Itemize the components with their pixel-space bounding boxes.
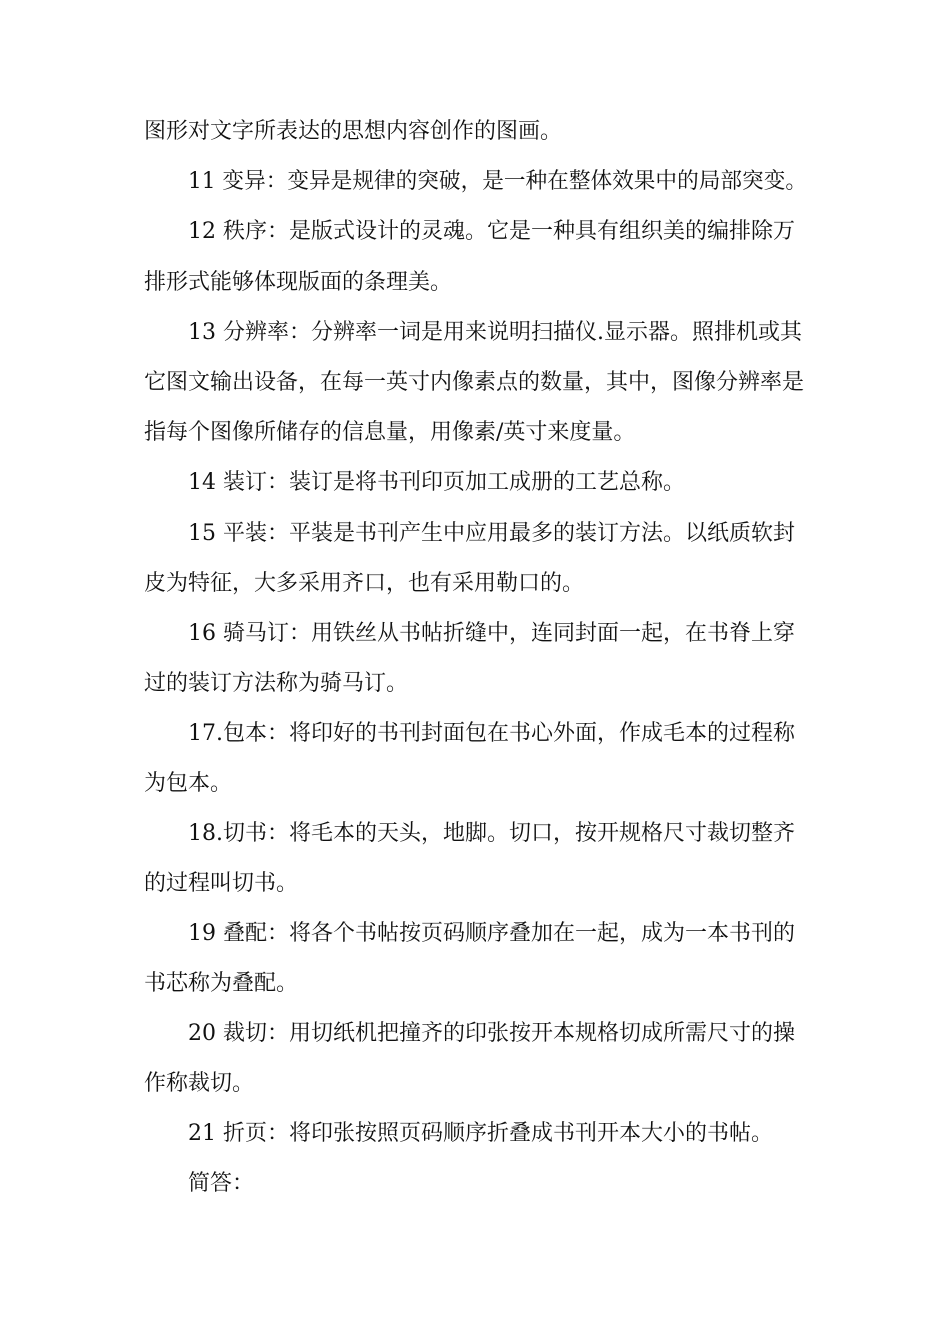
text-line: 19 叠配：将各个书帖按页码顺序叠加在一起，成为一本书刊的 xyxy=(188,921,795,946)
text-line: 作称裁切。 xyxy=(144,1071,255,1096)
text-line: 过的装订方法称为骑马订。 xyxy=(144,671,409,696)
text-line: 16 骑马订：用铁丝从书帖折缝中，连同封面一起，在书脊上穿 xyxy=(188,621,795,646)
text-line: 简答： xyxy=(188,1171,255,1196)
text-line: 13 分辨率：分辨率一词是用来说明扫描仪.显示器。照排机或其 xyxy=(188,320,802,345)
text-line: 21 折页：将印张按照页码顺序折叠成书刊开本大小的书帖。 xyxy=(188,1121,773,1146)
text-line: 为包本。 xyxy=(144,771,233,796)
text-line: 11 变异：变异是规律的突破，是一种在整体效果中的局部突变。 xyxy=(188,169,807,194)
text-line: 排形式能够体现版面的条理美。 xyxy=(144,270,453,295)
text-line: 20 裁切：用切纸机把撞齐的印张按开本规格切成所需尺寸的操 xyxy=(188,1021,795,1046)
text-line: 指每个图像所储存的信息量，用像素/英寸来度量。 xyxy=(144,420,636,445)
text-line: 书芯称为叠配。 xyxy=(144,971,299,996)
text-line: 14 装订：装订是将书刊印页加工成册的工艺总称。 xyxy=(188,470,685,495)
text-line: 的过程叫切书。 xyxy=(144,871,299,896)
text-line: 图形对文字所表达的思想内容创作的图画。 xyxy=(144,119,563,144)
text-line: 皮为特征，大多采用齐口，也有采用勒口的。 xyxy=(144,571,585,596)
text-line: 12 秩序：是版式设计的灵魂。它是一种具有组织美的编排除万 xyxy=(188,219,795,244)
text-line: 它图文输出设备，在每一英寸内像素点的数量，其中，图像分辨率是 xyxy=(144,370,805,395)
text-line: 18.切书：将毛本的天头，地脚。切口，按开规格尺寸裁切整齐 xyxy=(188,821,795,846)
text-line: 15 平装：平装是书刊产生中应用最多的装订方法。以纸质软封 xyxy=(188,521,795,546)
text-line: 17.包本：将印好的书刊封面包在书心外面，作成毛本的过程称 xyxy=(188,721,795,746)
